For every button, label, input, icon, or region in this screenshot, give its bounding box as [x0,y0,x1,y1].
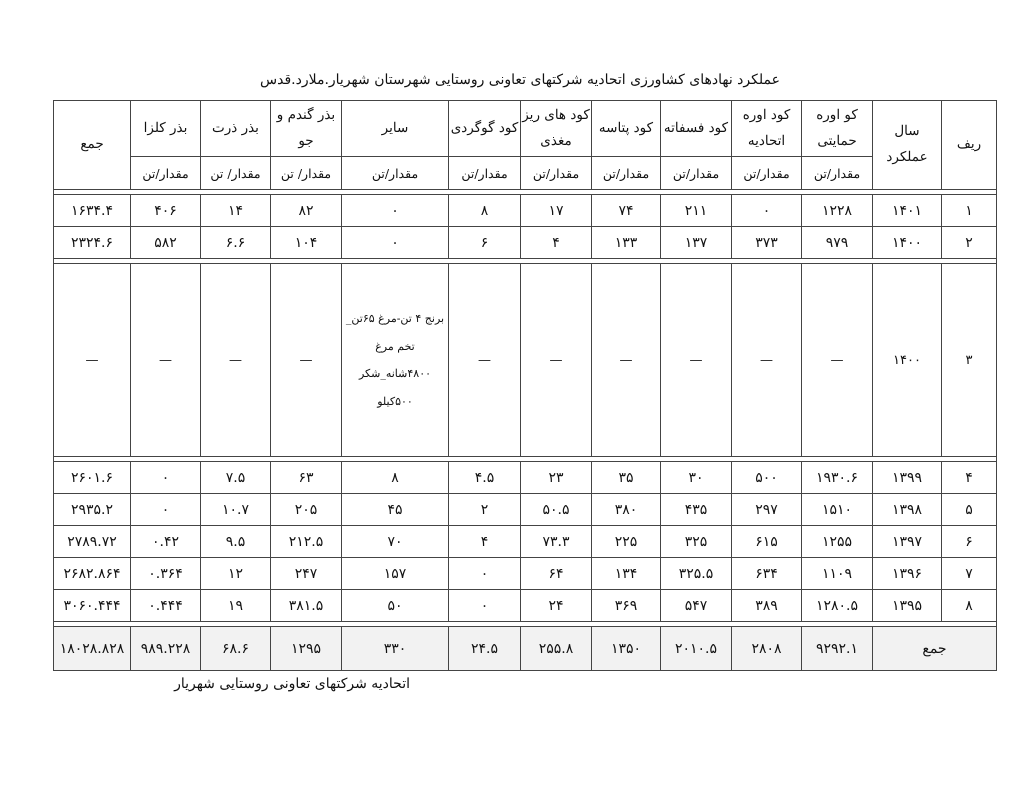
total-urea-union: ۲۸۰۸ [732,627,802,671]
cell-urea-supported: ۱۵۱۰ [802,494,873,526]
cell-micronutrient: ۲۳ [521,462,592,494]
cell-canola-seed: ۰ [131,462,201,494]
cell-phosphate: — [661,264,732,457]
cell-micronutrient: ۴ [521,227,592,259]
total-label: جمع [873,627,997,671]
cell-potash: ۱۳۳ [592,227,661,259]
cell-total: ۲۹۳۵.۲ [54,494,131,526]
cell-phosphate: ۳۰ [661,462,732,494]
cell-wheat-barley-seed: ۲۱۲.۵ [271,526,342,558]
cell-sulfur: ۰ [449,590,521,622]
cell-other: ۱۵۷ [342,558,449,590]
cell-urea-union: ۳۸۹ [732,590,802,622]
cell-urea-supported: ۹۷۹ [802,227,873,259]
table-row [54,558,997,590]
header-urea-supported: کو اوره حمایتی [802,101,873,157]
table-row [54,462,997,494]
cell-corn-seed: ۱۹ [201,590,271,622]
cell-total: ۲۶۸۲.۸۶۴ [54,558,131,590]
cell-corn-seed: — [201,264,271,457]
cell-other: ۸ [342,462,449,494]
cell-row-number: ۲ [942,227,997,259]
cell-corn-seed: ۱۲ [201,558,271,590]
unit-label: مقدار/تن [661,157,732,190]
cell-canola-seed: ۰.۳۶۴ [131,558,201,590]
table-row [54,494,997,526]
unit-label: مقدار/تن [802,157,873,190]
cell-corn-seed: ۱۴ [201,195,271,227]
total-sulfur: ۲۴.۵ [449,627,521,671]
cell-row-number: ۱ [942,195,997,227]
cell-row-number: ۴ [942,462,997,494]
table-row [54,227,997,259]
total-other: ۳۳۰ [342,627,449,671]
cell-urea-union: — [732,264,802,457]
cell-phosphate: ۲۱۱ [661,195,732,227]
cell-year: ۱۳۹۵ [873,590,942,622]
cell-phosphate: ۳۲۵.۵ [661,558,732,590]
table-row [54,264,997,457]
unit-label: مقدار/ تن [271,157,342,190]
cell-sulfur: ۸ [449,195,521,227]
cell-corn-seed: ۶.۶ [201,227,271,259]
cell-row-number: ۳ [942,264,997,457]
cell-row-number: ۵ [942,494,997,526]
total-potash: ۱۳۵۰ [592,627,661,671]
header-phosphate: کود فسفاته [661,101,732,157]
cell-urea-union: ۳۷۳ [732,227,802,259]
cell-year: ۱۳۹۸ [873,494,942,526]
cell-canola-seed: — [131,264,201,457]
table-row [54,590,997,622]
cell-urea-supported: ۱۲۸۰.۵ [802,590,873,622]
header-potash: کود پتاسه [592,101,661,157]
cell-corn-seed: ۹.۵ [201,526,271,558]
cell-sulfur: ۴ [449,526,521,558]
cell-potash: ۷۴ [592,195,661,227]
cell-micronutrient: ۵۰.۵ [521,494,592,526]
cell-other: ۰ [342,195,449,227]
cell-total: ۲۳۲۴.۶ [54,227,131,259]
cell-row-number: ۶ [942,526,997,558]
cell-canola-seed: ۴۰۶ [131,195,201,227]
cell-urea-supported: ۱۱۰۹ [802,558,873,590]
cell-wheat-barley-seed: ۳۸۱.۵ [271,590,342,622]
cell-total: — [54,264,131,457]
cell-micronutrient: ۷۳.۳ [521,526,592,558]
cell-canola-seed: ۵۸۲ [131,227,201,259]
cell-sulfur: ۶ [449,227,521,259]
header-sulfur: کود گوگردی [449,101,521,157]
cell-year: ۱۳۹۹ [873,462,942,494]
header-row-number: ریف [942,101,997,190]
cell-other: ۰ [342,227,449,259]
cell-row-number: ۸ [942,590,997,622]
unit-label: مقدار/ تن [201,157,271,190]
cell-urea-union: ۰ [732,195,802,227]
cell-urea-union: ۵۰۰ [732,462,802,494]
cell-other: برنج ۴ تن-مرغ ۶۵تن_ تخم مرغ ۴۸۰۰شانه_شکر ۵۰۰کیلو [342,264,449,457]
cell-urea-union: ۲۹۷ [732,494,802,526]
unit-label: مقدار/تن [131,157,201,190]
cell-micronutrient: — [521,264,592,457]
cell-potash: ۳۶۹ [592,590,661,622]
header-row [54,101,997,157]
performance-table [53,100,997,671]
cell-micronutrient: ۶۴ [521,558,592,590]
page-title: عملکرد نهادهای کشاورزی اتحادیه شرکتهای تعاونی روستایی شهرستان شهریار.ملارد.قدس [260,72,780,88]
cell-urea-union: ۶۱۵ [732,526,802,558]
unit-label: مقدار/تن [592,157,661,190]
cell-potash: ۲۲۵ [592,526,661,558]
total-row [54,627,997,671]
header-micronutrient: کود های ریز مغذی [521,101,592,157]
total-corn-seed: ۶۸.۶ [201,627,271,671]
cell-sulfur: ۰ [449,558,521,590]
total-micronutrient: ۲۵۵.۸ [521,627,592,671]
cell-potash: ۳۸۰ [592,494,661,526]
cell-phosphate: ۱۳۷ [661,227,732,259]
cell-phosphate: ۳۲۵ [661,526,732,558]
unit-label: مقدار/تن [521,157,592,190]
cell-urea-union: ۶۳۴ [732,558,802,590]
cell-urea-supported: ۱۲۲۸ [802,195,873,227]
cell-corn-seed: ۷.۵ [201,462,271,494]
cell-row-number: ۷ [942,558,997,590]
cell-year: ۱۳۹۶ [873,558,942,590]
cell-wheat-barley-seed: ۸۲ [271,195,342,227]
total-canola-seed: ۹۸۹.۲۲۸ [131,627,201,671]
total-urea-supported: ۹۲۹۲.۱ [802,627,873,671]
unit-row [54,157,997,190]
header-canola-seed: بذر کلزا [131,101,201,157]
header-wheat-barley-seed: بذر گندم و جو [271,101,342,157]
unit-label: مقدار/تن [732,157,802,190]
cell-year: ۱۴۰۱ [873,195,942,227]
header-other: سایر [342,101,449,157]
cell-year: ۱۳۹۷ [873,526,942,558]
cell-corn-seed: ۱۰.۷ [201,494,271,526]
unit-label: مقدار/تن [449,157,521,190]
header-corn-seed: بذر ذرت [201,101,271,157]
cell-potash: ۳۵ [592,462,661,494]
cell-wheat-barley-seed: ۱۰۴ [271,227,342,259]
cell-canola-seed: ۰.۴۲ [131,526,201,558]
cell-year: ۱۴۰۰ [873,227,942,259]
cell-other: ۵۰ [342,590,449,622]
total-wheat-barley-seed: ۱۲۹۵ [271,627,342,671]
header-urea-union: کود اوره اتحادیه [732,101,802,157]
cell-urea-supported: — [802,264,873,457]
cell-total: ۲۶۰۱.۶ [54,462,131,494]
header-total: جمع [54,101,131,190]
unit-label: مقدار/تن [342,157,449,190]
cell-total: ۱۶۳۴.۴ [54,195,131,227]
footer-signature: اتحادیه شرکتهای تعاونی روستایی شهریار [174,676,410,692]
total-total: ۱۸۰۲۸.۸۲۸ [54,627,131,671]
cell-urea-supported: ۱۹۳۰.۶ [802,462,873,494]
cell-other: ۷۰ [342,526,449,558]
cell-canola-seed: ۰.۴۴۴ [131,590,201,622]
cell-wheat-barley-seed: ۲۰۵ [271,494,342,526]
cell-year: ۱۴۰۰ [873,264,942,457]
cell-potash: ۱۳۴ [592,558,661,590]
cell-total: ۳۰۶۰.۴۴۴ [54,590,131,622]
cell-urea-supported: ۱۲۵۵ [802,526,873,558]
cell-phosphate: ۵۴۷ [661,590,732,622]
cell-total: ۲۷۸۹.۷۲ [54,526,131,558]
cell-micronutrient: ۲۴ [521,590,592,622]
total-phosphate: ۲۰۱۰.۵ [661,627,732,671]
header-year: سال عملکرد [873,101,942,190]
cell-wheat-barley-seed: ۲۴۷ [271,558,342,590]
cell-sulfur: ۲ [449,494,521,526]
cell-potash: — [592,264,661,457]
cell-canola-seed: ۰ [131,494,201,526]
cell-wheat-barley-seed: ۶۳ [271,462,342,494]
table-row [54,526,997,558]
cell-wheat-barley-seed: — [271,264,342,457]
cell-other: ۴۵ [342,494,449,526]
cell-sulfur: — [449,264,521,457]
table-row [54,195,997,227]
cell-phosphate: ۴۳۵ [661,494,732,526]
cell-micronutrient: ۱۷ [521,195,592,227]
cell-sulfur: ۴.۵ [449,462,521,494]
